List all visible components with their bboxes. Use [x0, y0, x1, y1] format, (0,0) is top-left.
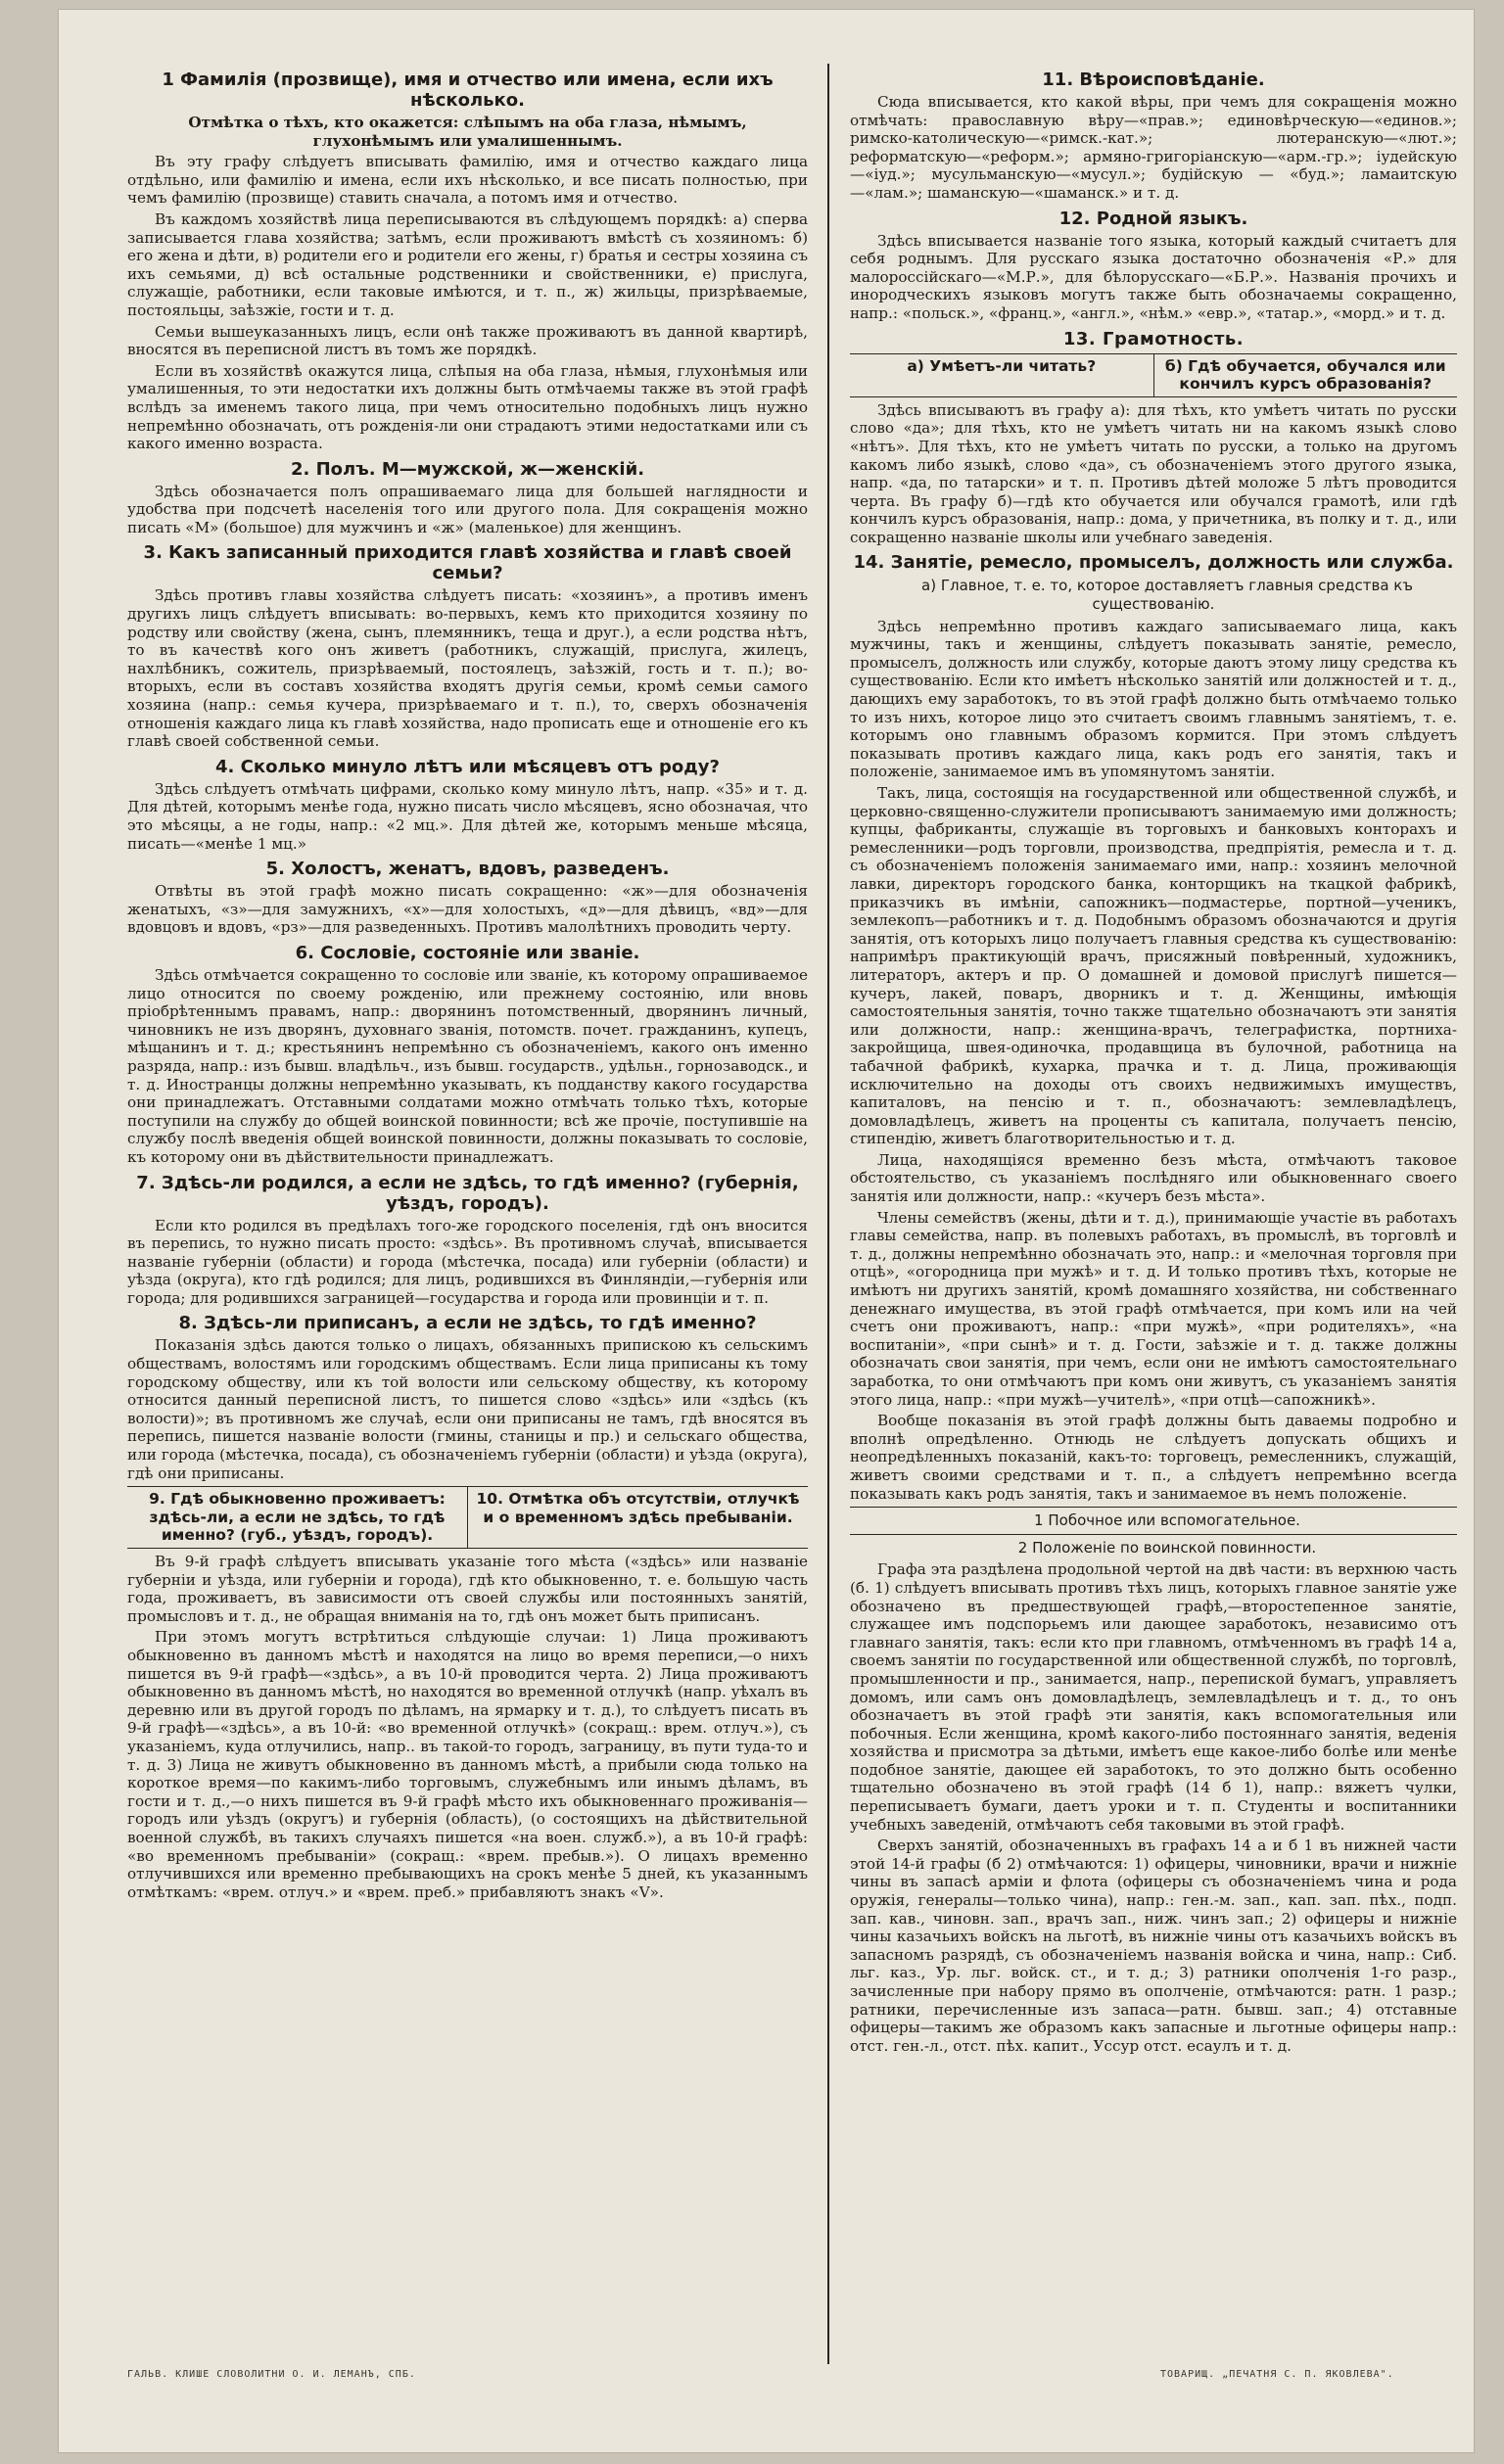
paragraph: Въ 9-й графѣ слѣдуетъ вписывать указаніе того мѣста («здѣсь» или названіе губерніи и уѣзда, или губерніи и города), гдѣ кто обыкновенно, т. е. большую часть года, проживаетъ, въ зависимости отъ своей службы или постоянныхъ занятій, промысловъ и т. д., не обращая вниманія на то, гдѣ онъ может быть приписанъ.: [127, 1553, 808, 1625]
paragraph: Здѣсь непремѣнно противъ каждаго записываемаго лица, какъ мужчины, такъ и женщины, слѣдуетъ показывать занятіе, ремесло, промыселъ, должность или службу, которые даютъ этому лицу средства къ существованію. Если кто имѣетъ нѣсколько занятій или должностей и т. д., дающихъ ему заработокъ, то въ этой графѣ должно быть отмѣчаемо только то изъ нихъ, которое лицо это считаетъ своимъ главнымъ занятіемъ, т. е. которымъ оно главнымъ образомъ кормится. При этомъ слѣдуетъ показывать противъ каждаго лица, какъ родъ его занятія, такъ и положеніе, занимаемое имъ въ упомянутомъ занятіи.: [850, 617, 1457, 781]
paragraph: Въ эту графу слѣдуетъ вписывать фамилію, имя и отчество каждаго лица отдѣльно, или фамилію и имена, если ихъ нѣсколько, и все писать полностью, при чемъ фамилію (прозвище) ставить сначала, а потомъ имя и отчество.: [127, 153, 808, 208]
paragraph: Если кто родился въ предѣлахъ того-же городского поселенія, гдѣ онъ вносится въ перепись, то нужно писать просто: «здѣсь». Въ противномъ случаѣ, вписывается названіе губерніи (области) и города (мѣстечка, посада) или губерніи (области) и уѣзда (округа), кто гдѣ родился; для лицъ, родившихся въ Финляндіи,—губернія или города; для родившихся заграницей—государства и города или провинціи и т. п.: [127, 1216, 808, 1307]
right-column: [850, 64, 1457, 2058]
heading-13a: а) Умѣетъ-ли читать?: [907, 356, 1097, 375]
paragraph: Сюда вписывается, кто какой вѣры, при чемъ для сокращенія можно отмѣчать: православную вѣру—«прав.»; единовѣрческую—«единов.»; римско-католическую—«римск.-кат.»; лютеранскую—«лют.»; реформатскую—«реформ.»; армяно-григоріанскую—«арм.-гр.»; іудейскую—«іуд.»; мусульманскую—«мусул.»; будійскую — «буд.»; ламаитскую—«лам.»; шаманскую—«шаманск.» и т. д.: [850, 93, 1457, 202]
paragraph: Здѣсь вписывается названіе того языка, который каждый считаетъ для себя роднымъ. Для русскаго языка достаточно обозначенія «Р.» для малороссійскаго—«М.Р.», для бѣлорусскаго—«Б.Р.». Названія прочихъ и инородческихъ языковъ могутъ также быть обозначаемы сокращенно, напр.: «польск.», «франц.», «англ.», «нѣм.» «евр.», «татар.», «морд.» и т. д.: [850, 231, 1457, 322]
heading-14a: а) Главное, т. е. то, которое доставляетъ главныя средства къ существованію.: [921, 577, 1413, 614]
heading-8: 8. Здѣсь-ли приписанъ, а если не здѣсь, то гдѣ именно?: [178, 1313, 757, 1334]
heading-10: 10. Отмѣтка объ отсутствіи, отлучкѣ и о временномъ здѣсь пребываніи.: [467, 1487, 808, 1548]
paragraph: Лица, находящіяся временно безъ мѣста, отмѣчаютъ таковое обстоятельство, съ указаніемъ послѣдняго или обыкновеннаго своего занятія или должности, напр.: «кучеръ безъ мѣста».: [850, 1150, 1457, 1206]
paragraph: Семьи вышеуказанныхъ лицъ, если онѣ также проживаютъ въ данной квартирѣ, вносятся въ переписной листъ въ томъ же порядкѣ.: [127, 322, 808, 359]
headings-13ab: [850, 353, 1457, 397]
paragraph: Въ каждомъ хозяйствѣ лица переписываются въ слѣдующемъ порядкѣ: а) сперва записывается глава хозяйства; затѣмъ, если проживаютъ вмѣстѣ съ хозяиномъ: б) его жена и дѣти, в) родители его и родители его жены, г) братья и сестры хозяина съ ихъ семьями, д) всѣ остальные родственники и свойственники, е) прислуга, служащіе, работники, если таковые имѣются, и т. п., ж) жильцы, призрѣваемые, постояльцы, заѣзжіе, гости и т. д.: [127, 209, 808, 319]
heading-13: 13. Грамотность.: [1062, 328, 1245, 349]
paragraph: Здѣсь слѣдуетъ отмѣчать цифрами, сколько кому минуло лѣтъ, напр. «35» и т. д. Для дѣтей, которымъ менѣе года, нужно писать число мѣсяцевъ, ясно обозначая, что это мѣсяцы, а не годы, напр.: «2 мц.». Для дѣтей же, которымъ меньше мѣсяца, писать—«менѣе 1 мц.»: [127, 779, 808, 853]
paragraph: Графа эта раздѣлена продольной чертой на двѣ части: въ верхнюю часть (б. 1) слѣдуетъ вписывать противъ тѣхъ лицъ, которыхъ главное занятіе уже обозначено въ предшествующей графѣ,—второстепенное занятіе, служащее имъ подспорьемъ или дающее заработокъ, независимо отъ главнаго занятія, такъ: если кто при главномъ, отмѣченномъ въ графѣ 14 а, своемъ занятіи по государственной или общественной службѣ, по торговлѣ, промышленности и пр., занимается, напр., перепиской бумагъ, управляетъ домомъ, или самъ онъ домовладѣлецъ, землевладѣлецъ и т. д., то онъ обозначаетъ въ этой графѣ эти занятія, какъ вспомогательныя или побочныя. Если женщина, кромѣ какого-либо постояннаго занятія, веденія хозяйства и присмотра за дѣтьми, имѣетъ еще какое-либо болѣе или менѣе подобное занятіе, дающее ей заработокъ, то это должно быть особенно тщательно обозначено въ этой графѣ (14 б 1), напр.: вяжетъ чулки, переписываетъ бумаги, даетъ уроки и т. п. Студенты и воспитанники учебныхъ заведеній, отмѣчаютъ себя таковыми въ этой графѣ.: [850, 1560, 1457, 1834]
footer-printer-right: ТОВАРИЩ. „ПЕЧАТНЯ С. П. ЯКОВЛЕВА".: [1160, 2369, 1394, 2380]
heading-12: 12. Родной языкъ.: [1058, 208, 1248, 229]
heading-5: 5. Холостъ, женатъ, вдовъ, разведенъ.: [265, 859, 670, 880]
paragraph: Такъ, лица, состоящія на государственной или общественной службѣ, и церковно-священно-служители прописываютъ занимаемую ими должность; купцы, фабриканты, служащіе въ торговыхъ и банковыхъ конторахъ и ремесленники—родъ торговли, производства, предпріятія, ремесла и т. д. съ обозначеніемъ положенія занимаемаго ими, напр.: хозяинъ мелочной лавки, директоръ городского банка, конторщикъ на ткацкой фабрикѣ, приказчикъ въ имѣніи, сапожникъ—подмастерье, портной—ученикъ, землекопъ—работникъ и т. д. Подобнымъ образомъ обозначаются и другія занятія, отъ которыхъ лицо получаетъ главныя средства къ существованію: напримѣръ практикующій врачъ, присяжный повѣренный, художникъ, литераторъ, актеръ и пр. О домашней и домовой прислугѣ пишется—кучеръ, лакей, поваръ, дворникъ и т. д. Женщины, имѣющія самостоятельныя занятія, точно также тщательно обозначаютъ эти занятія или должности, напр.: женщина-врачъ, телеграфистка, портниха-закройщица, швея-одиночка, продавщица въ булочной, работница на табачной фабрикѣ, кухарка, прачка и т. д. Лица, проживающія исключительно на доходы отъ своихъ недвижимыхъ имуществъ, капиталовъ, на пенсію и т. п., обозначаютъ: землевладѣлецъ, домовладѣлецъ, живетъ на проценты съ капитала, получаетъ пенсію, стипендію, живетъ благотворительностью и т. д.: [850, 784, 1457, 1148]
paragraph: Показанія здѣсь даются только о лицахъ, обязанныхъ припискою къ сельскимъ обществамъ, волостямъ или городскимъ обществамъ. Если лица приписаны къ тому городскому обществу, или къ той волости или сельскому обществу, къ которому относится данный переписной листъ, то пишется слово «здѣсь» или «здѣсь (къ волости)»; въ противномъ же случаѣ, если они приписаны не тамъ, гдѣ вносятся въ перепись, пишется названіе волости (гмины, станицы и пр.) и сельскаго общества, или города (мѣстечка, посада), съ обозначеніемъ губерніи (области) и уѣзда (округа), гдѣ они приписаны.: [127, 1336, 808, 1482]
paragraph: Вообще показанія въ этой графѣ должны быть даваемы подробно и вполнѣ опредѣленно. Отнюдь не слѣдуетъ допускать общихъ и неопредѣленныхъ показаній, какъ-то: торговецъ, ремесленникъ, служащій, живетъ своими средствами и т. п., а слѣдуетъ непремѣнно всегда показывать какъ родъ занятія, такъ и занимаемое въ немъ положеніе.: [850, 1412, 1457, 1503]
paragraph: Отвѣты въ этой графѣ можно писать сокращенно: «ж»—для обозначенія женатыхъ, «з»—для замужнихъ, «х»—для холостыхъ, «д»—для дѣвицъ, «вд»—для вдовцовъ и вдовъ, «рз»—для разведенныхъ. Противъ малолѣтнихъ проводить черту.: [127, 882, 808, 937]
heading-4: 4. Сколько минуло лѣтъ или мѣсяцевъ отъ роду?: [215, 756, 720, 777]
heading-3: 3. Какъ записанный приходится главѣ хозяйства и главѣ своей семьи?: [143, 542, 792, 584]
heading-11: 11. Вѣроисповѣданіе.: [1042, 70, 1265, 90]
heading-7: 7. Здѣсь-ли родился, а если не здѣсь, то гдѣ именно? (губернія, уѣздъ, городъ).: [136, 1172, 799, 1214]
paragraph: Члены семействъ (жены, дѣти и т. д.), принимающіе участіе въ работахъ главы семейства, напр. въ полевыхъ работахъ, въ промыслѣ, въ торговлѣ и т. д., должны непремѣнно обозначать это, напр.: и «мелочная торговля при отцѣ», «огородница при мужѣ» и т. д. И только противъ тѣхъ, которые не имѣютъ ни другихъ занятій, кромѣ домашняго хозяйства, ни собственнаго денежнаго имущества, въ этой графѣ отмѣчается, при комъ или на чей счетъ они проживаютъ, напр.: «при мужѣ», «при родителяхъ», «на воспитаніи», «при сынѣ» и т. д. Гости, заѣзжіе и т. д. также должны обозначать свои занятія, при чемъ, если они не имѣютъ самостоятельнаго заработка, то они отмѣчаютъ при комъ они живутъ, съ указаніемъ занятія этого лица, напр.: «при мужѣ—учителѣ», «при отцѣ—сапожникѣ».: [850, 1208, 1457, 1409]
heading-14: 14. Занятіе, ремесло, промыселъ, должность или служба.: [853, 552, 1454, 574]
paragraph: Здѣсь противъ главы хозяйства слѣдуетъ писать: «хозяинъ», а противъ именъ другихъ лицъ слѣдуетъ вписывать: во-первыхъ, кемъ кто приходится хозяину по родству или свойству (жена, сынъ, племянникъ, теща и друг.), а если родства нѣтъ, то въ качествѣ кого онъ живетъ (работникъ, служащій, прислуга, жилецъ, нахлѣбникъ, сожитель, призрѣваемый, постоялецъ, заѣзжій, гость и т. п.); во-вторыхъ, если въ составъ хозяйства входятъ другія семьи, кромѣ семьи самого хозяина (напр.: семья кучера, призрѣваемаго и т. п.), то, сверхъ обозначенія отношенія каждаго лица къ главѣ хозяйства, надо прописать еще и отношеніе его къ главѣ своей собственной семьи.: [127, 586, 808, 751]
heading-14b2: 2 Положеніе по воинской повинности.: [1017, 1538, 1317, 1557]
paragraph: При этомъ могутъ встрѣтиться слѣдующіе случаи: 1) Лица проживаютъ обыкновенно въ данномъ мѣстѣ и находятся на лицо во время переписи,—о нихъ пишется въ 9-й графѣ—«здѣсь», а въ 10-й проводится черта. 2) Лица проживаютъ обыкновенно въ данномъ мѣстѣ, но находятся во временной отлучкѣ (напр. уѣхалъ въ деревню или въ другой городъ по дѣламъ, на ярмарку и т. д.), то слѣдуетъ писать въ 9-й графѣ—«здѣсь», а въ 10-й: «во временной отлучкѣ» (сокращ.: врем. отлуч.»), съ указаніемъ, куда отлучились, напр.. въ такой-то городъ, заграницу, въ пути туда-то и т. д. 3) Лица не живутъ обыкновенно въ данномъ мѣстѣ, а прибыли сюда только на короткое время—по какимъ-либо торговымъ, служебнымъ или инымъ дѣламъ, въ гости и т. д.,—о нихъ пишется въ 9-й графѣ мѣсто ихъ обыкновеннаго проживанія—городъ или уѣздъ (округъ) и губернія (область), (о состоящихъ на дѣйствительной военной службѣ, въ такихъ случаяхъ пишется «на воен. служб.»), а въ 10-й графѣ: «во временномъ пребываніи» (сокращ.: «врем. пребыв.»). О лицахъ временно отлучившихся или временно пребывающихъ на срокъ менѣе 5 дней, къ указаннымъ отмѣткамъ: «врем. отлуч.» и «врем. преб.» прибавляютъ знакъ «V».: [127, 1628, 808, 1901]
paragraph: Здѣсь отмѣчается сокращенно то сословіе или званіе, къ которому опрашиваемое лицо относится по своему рожденію, или прежнему состоянію, или вновь пріобрѣтеннымъ правамъ, напр.: дворянинъ потомственный, дворянинъ личный, чиновникъ не изъ дворянъ, духовнаго званія, потомств. почет. гражданинъ, купецъ, мѣщанинъ и т. д.; крестьянинъ непремѣнно съ обозначеніемъ, какого онъ именно разряда, напр.: изъ бывш. владѣльч., изъ бывш. государств., удѣльн., горнозаводск., и т. д. Иностранцы должны непремѣнно указывать, къ подданству какого государства они принадлежатъ. Отставными солдатами можно отмѣчать только тѣхъ, которые поступили на службу до общей воинской повинности; всѣ же прочіе, поступившіе на службу послѣ введенія общей воинской повинности, должны показывать то сословіе, къ которому они въ дѣйствительности принадлежатъ.: [127, 965, 808, 1166]
footer-printer-left: ГАЛЬВ. КЛИШЕ СЛОВОЛИТНИ О. И. ЛЕМАНЪ, СПБ.: [127, 2369, 416, 2380]
paragraph: Сверхъ занятій, обозначенныхъ въ графахъ 14 а и б 1 въ нижней части этой 14-й графы (б 2) отмѣчаются: 1) офицеры, чиновники, врачи и нижніе чины въ запасѣ арміи и флота (офицеры съ обозначеніемъ чина и рода оружія, генералы—только чина), напр.: ген.-м. зап., кап. зап. пѣх., подп. зап. кав., чиновн. зап., врачъ зап., ниж. чинъ зап.; 2) офицеры и нижніе чины казачьихъ войскъ на льготѣ, въ нижніе чины отъ казачьихъ войскъ въ запасномъ разрядѣ, съ обозначеніемъ названія войска и чина, напр.: Сиб. льг. каз., Ур. льг. войск. ст., и т. д.; 3) ратники ополченія 1-го разр., зачисленные при набору прямо въ ополченіе, отмѣчаются: ратн. 1 разр.; ратники, перечисленные изъ запаса—ратн. бывш. зап.; 4) отставные офицеры—такимъ же образомъ какъ запасные и льготные офицеры напр.: отст. ген.-л., отст. пѣх. капит., Уссур отст. есаулъ и т. д.: [850, 1836, 1457, 2055]
heading-1: 1 Фамилія (прозвище), имя и отчество или имена, если ихъ нѣсколько.: [162, 70, 774, 111]
paragraph: Здѣсь вписываютъ въ графу а): для тѣхъ, кто умѣетъ читать по русски слово «да»; для тѣхъ, кто не умѣетъ читать ни на какомъ языкѣ слово «нѣтъ». Для тѣхъ, кто не умѣетъ читать по русски, а только на другомъ какомъ либо языкѣ, слово «да», съ обозначеніемъ этого другого языка, напр. «да, по татарски» и т. п. Противъ дѣтей моложе 5 лѣтъ проводится черта. Въ графу б)—гдѣ кто обучается или обучался грамотѣ, или гдѣ кончилъ курсъ образованія, напр.: дома, у причетника, въ полку и т. д., или сокращенно названіе школы или учебнаго заведенія.: [850, 400, 1457, 546]
census-instruction-sheet: [59, 10, 1474, 2452]
heading-9: 9. Гдѣ обыкновенно проживаетъ: здѣсь-ли, а если не здѣсь, то гдѣ именно? (губ., уѣздъ, городъ).: [149, 1490, 446, 1545]
paragraph: Здѣсь обозначается полъ опрашиваемаго лица для большей наглядности и удобства при подсчетѣ населенія того или другого пола. Для сокращенія можно писать «М» (большое) для мужчинъ и «ж» (маленькое) для женщинъ.: [127, 482, 808, 536]
left-column: [127, 64, 808, 1904]
heading-14b1: 1 Побочное или вспомогательное.: [1034, 1511, 1300, 1530]
heading-6: 6. Сословіе, состояніе или званіе.: [295, 942, 640, 963]
column-divider: [827, 64, 829, 2364]
paragraph: Если въ хозяйствѣ окажутся лица, слѣпыя на оба глаза, нѣмыя, глухонѣмыя или умалишенныя, то эти недостатки ихъ должны быть отмѣчаемы также въ этой графѣ вслѣдъ за именемъ такого лица, при чемъ относительно подобныхъ лицъ нужно непремѣнно обозначать, отъ рожденія-ли они страдаютъ этими недостатками или съ какого именно возраста.: [127, 361, 808, 453]
note-1: Отмѣтка о тѣхъ, кто окажется: слѣпымъ на оба глаза, нѣмымъ, глухонѣмымъ или умалишеннымъ.: [188, 114, 747, 150]
heading-2: 2. Полъ. М—мужской, ж—женскій.: [290, 458, 645, 480]
rule: [850, 1507, 1457, 1508]
headings-9-10: [127, 1486, 808, 1549]
heading-13b: б) Гдѣ обучается, обучался или кончилъ курсъ образованія?: [1153, 354, 1458, 396]
rule: [850, 1534, 1457, 1535]
